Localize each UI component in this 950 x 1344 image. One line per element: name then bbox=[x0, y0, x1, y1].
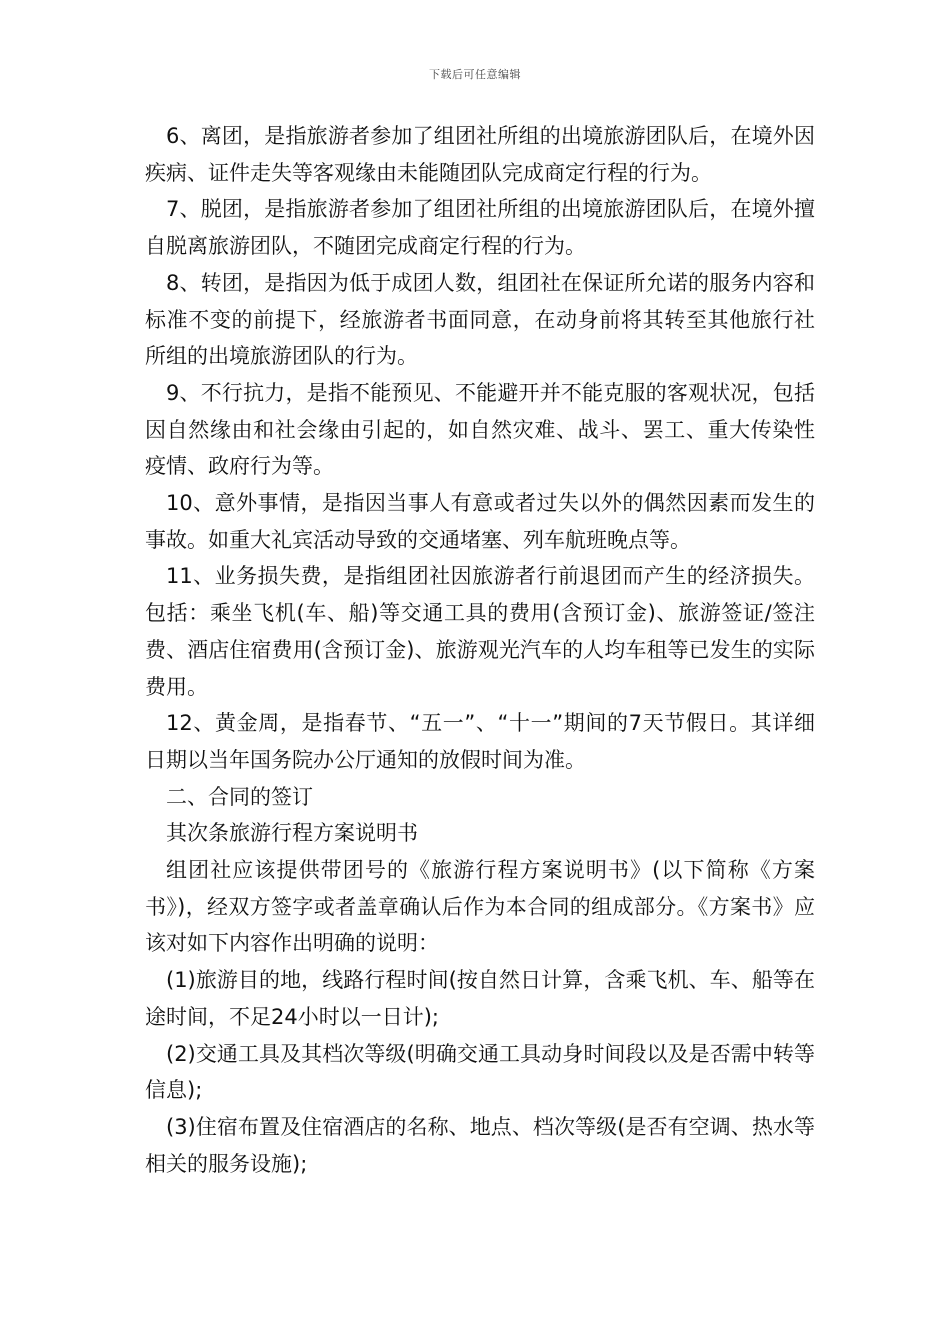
definition-paragraph-11: 11、业务损失费，是指组团社因旅游者行前退团而产生的经济损失。包括：乘坐飞机(车、船)等交通工具的费用(含预订金)、旅游签证/签注费、酒店住宿费用(含预订金)、旅游观光汽车的人均车租等已发生的实际费用。 bbox=[145, 564, 815, 699]
article-heading: 其次条旅游行程方案说明书 bbox=[166, 821, 418, 846]
page-header: 下载后可任意编辑 bbox=[429, 68, 521, 81]
definition-paragraph-9: 9、不行抗力，是指不能预见、不能避开并不能克服的客观状况，包括因自然缘由和社会缘由引起的，如自然灾难、战斗、罢工、重大传染性疫情、政府行为等。 bbox=[145, 380, 815, 479]
document-body bbox=[145, 118, 815, 1182]
list-item-1: (1)旅游目的地，线路行程时间(按自然日计算，含乘飞机、车、船等在途时间，不足24小时以一日计); bbox=[145, 968, 815, 1029]
article-body-paragraph: 组团社应该提供带团号的《旅游行程方案说明书》(以下简称《方案书》)，经双方签字或者盖章确认后作为本合同的组成部分。《方案书》应该对如下内容作出明确的说明： bbox=[145, 858, 815, 956]
list-item-2: (2)交通工具及其档次等级(明确交通工具动身时间段以及是否需中转等信息); bbox=[145, 1041, 815, 1103]
section-heading: 二、合同的签订 bbox=[166, 784, 313, 809]
definition-paragraph-10: 10、意外事情，是指因当事人有意或者过失以外的偶然因素而发生的事故。如重大礼宾活动导致的交通堵塞、列车航班晚点等。 bbox=[145, 491, 815, 552]
list-item-3: (3)住宿布置及住宿酒店的名称、地点、档次等级(是否有空调、热水等相关的服务设施); bbox=[145, 1114, 815, 1176]
definition-paragraph-7: 7、脱团，是指旅游者参加了组团社所组的出境旅游团队后，在境外擅自脱离旅游团队，不随团完成商定行程的行为。 bbox=[145, 197, 815, 259]
definition-paragraph-12: 12、黄金周，是指春节、“五一”、“十一”期间的7天节假日。其详细日期以当年国务院办公厅通知的放假时间为准。 bbox=[145, 711, 815, 772]
definition-paragraph-6: 6、离团，是指旅游者参加了组团社所组的出境旅游团队后，在境外因疾病、证件走失等客观缘由未能随团队完成商定行程的行为。 bbox=[145, 124, 815, 185]
definition-paragraph-8: 8、转团，是指因为低于成团人数，组团社在保证所允诺的服务内容和标准不变的前提下，经旅游者书面同意，在动身前将其转至其他旅行社所组的出境旅游团队的行为。 bbox=[145, 270, 815, 369]
